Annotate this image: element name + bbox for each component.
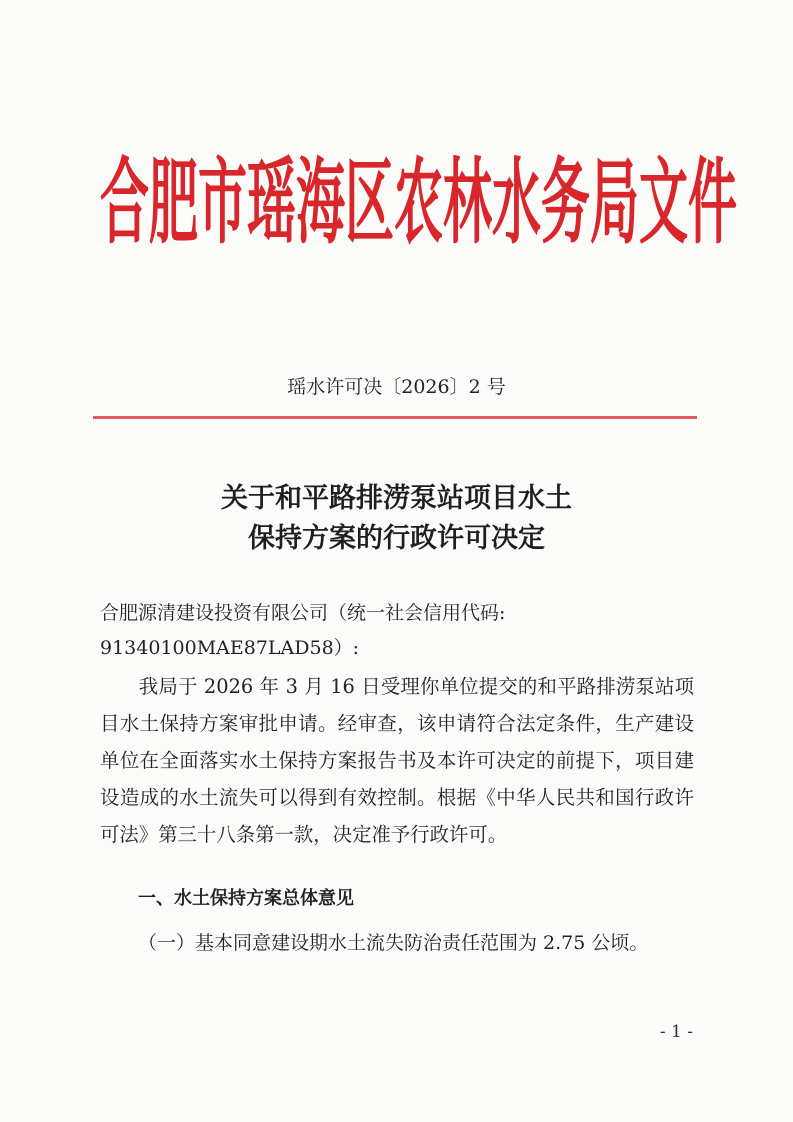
list-item: （一）基本同意建设期水土流失防治责任范围为 2.75 公顷。	[138, 932, 649, 954]
document-number: 瑶水许可决〔2026〕2 号	[287, 376, 506, 398]
document-title-line-2: 保持方案的行政许可决定	[248, 523, 545, 554]
document-title-line-1: 关于和平路排涝泵站项目水土	[221, 483, 572, 514]
addressee-line-2: 91340100MAE87LAD58）:	[100, 637, 360, 659]
issuer-masthead: 合肥市瑶海区农林水务局文件	[100, 146, 738, 258]
body-paragraph: 我局于 2026 年 3 月 16 日受理你单位提交的和平路排涝泵站项目水土保持方案审批申请。经审查，该申请符合法定条件，生产建设单位在全面落实水土保持方案报告书及本许可决定的前提下，项目建设造成的水土流失可以得到有效控制。根据《中华人民共和国行政许可法》第三十八条第一款，决定准予行政许可。	[100, 675, 694, 846]
section-heading: 一、水土保持方案总体意见	[138, 888, 354, 909]
red-divider-rule	[93, 416, 697, 419]
page-number: - 1 -	[659, 1022, 693, 1042]
addressee-line-1: 合肥源清建设投资有限公司（统一社会信用代码:	[100, 602, 506, 624]
